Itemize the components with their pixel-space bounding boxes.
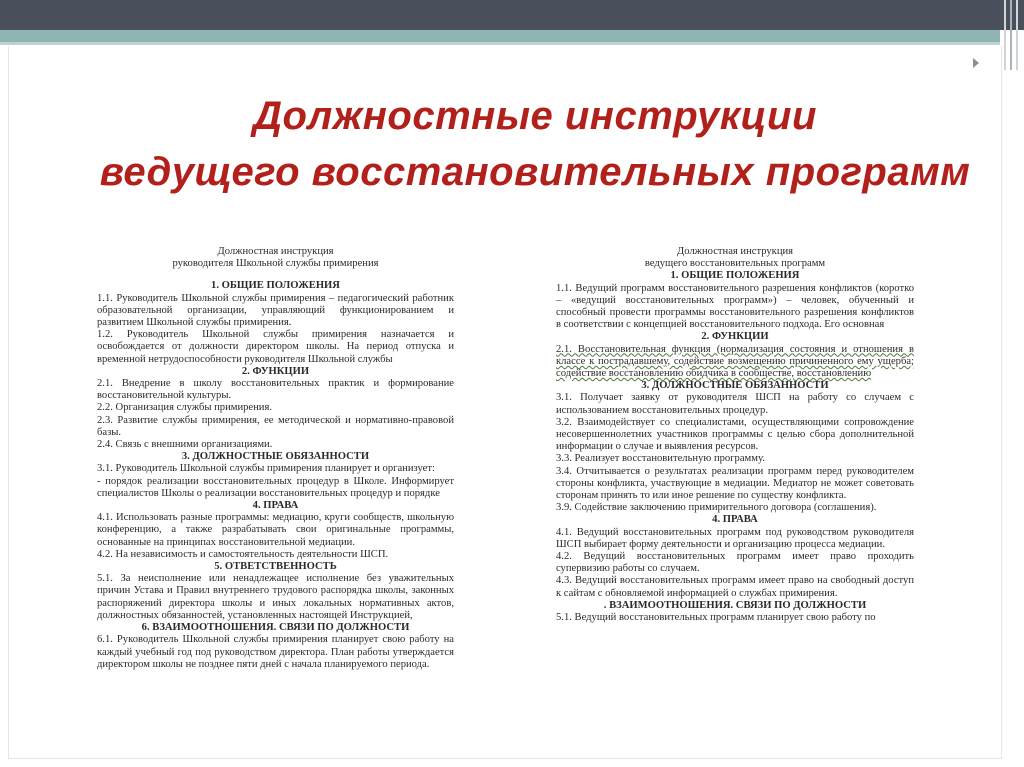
paragraph: 1.2. Руководитель Школьной службы примирения назначается и освобождается от должности директором школы. На период отпуска и временной нетрудоспособности руководителя Школьной службы (97, 329, 454, 365)
triangle-icon (973, 58, 979, 68)
paragraph: 4.1. Использовать разные программы: медиацию, круги сообществ, школьную конференцию, а также разрабатывать свои оригинальные программы, основанные на принципах восстановительной медиации. (97, 512, 454, 548)
paragraph: 6.1. Руководитель Школьной службы примирения планирует свою работу на каждый учебный год под руководством директора. План работы утверждается директором школы не позднее пяти дней с начала планируемого периода. (97, 634, 454, 670)
slide-title (40, 88, 1024, 200)
doc-subtitle: ведущего восстановительных программ (644, 258, 826, 270)
section-heading: 1. ОБЩИЕ ПОЛОЖЕНИЯ (670, 270, 800, 282)
accent-stripe (0, 30, 1000, 42)
paragraph: 5.1. За неисполнение или ненадлежащее исполнение без уважительных причин Устава и Правил внутреннего трудового распорядка школы, законных распоряжений директора школы и иных локальных нормативных актов, должностных обязанностей, установленных настоящей Инструкцией, (97, 573, 454, 621)
document-right (556, 246, 914, 624)
doc-title: Должностная инструкция (676, 246, 794, 257)
paragraph: 3.4. Отчитывается о результатах реализации программ перед руководителем стороны конфликта, участвующие в медиации. Медиатор не может советовать сторонам принять то или иное решение по существу конфликта. (556, 465, 914, 502)
paragraph: 4.2. Ведущий восстановительных программ имеет право проходить супервизию работы со случаем. (556, 551, 914, 575)
section-heading: 2. ФУНКЦИИ (241, 365, 310, 377)
paragraph: 2.2. Организация службы примирения. (97, 402, 272, 414)
section-heading: 4. ПРАВА (712, 514, 758, 526)
paragraph: 4.1. Ведущий восстановительных программ под руководством руководителя ШСП выбирает форму деятельности и организацию процесса медиации. (556, 526, 914, 550)
doc-subtitle: руководителя Школьной службы примирения (172, 258, 379, 270)
section-heading: 6. ВЗАИМООТНОШЕНИЯ. СВЯЗИ ПО ДОЛЖНОСТИ (141, 622, 410, 634)
paragraph: 3.1. Руководитель Школьной службы примирения планирует и организует: (97, 463, 435, 475)
paragraph: 3.3. Реализует восстановительную программу. (556, 453, 765, 465)
paragraph: 4.2. На независимость и самостоятельность деятельности ШСП. (97, 548, 389, 560)
paragraph: 5.1. Ведущий восстановительных программ планирует свою работу по (556, 612, 876, 624)
doc-title: Должностная инструкция (217, 246, 334, 257)
top-bar (0, 0, 1024, 30)
section-heading: 5. ОТВЕТСТВЕННОСТЬ (214, 561, 337, 573)
paragraph: 4.3. Ведущий восстановительных программ имеет право на свободный доступ к сайтам с обновляемой информацией о службах примирения. (556, 575, 914, 599)
paragraph: 3.1. Получает заявку от руководителя ШСП на работу со случаем с использованием восстановительных процедур. (556, 392, 914, 416)
paragraph: 2.3. Развитие службы примирения, ее методической и нормативно-правовой базы. (97, 414, 454, 438)
section-heading: 1. ОБЩИЕ ПОЛОЖЕНИЯ (211, 280, 340, 292)
section-heading: . ВЗАИМООТНОШЕНИЯ. СВЯЗИ ПО ДОЛЖНОСТИ (603, 599, 867, 611)
paragraph: 1.1. Ведущий программ восстановительного разрешения конфликтов (коротко – «ведущий восстановительных программ») – человек, обученный и способный провести программы восстановительного разрешения конфликтов в соответствии с концепцией восстановительного подхода. Его основная (556, 282, 914, 331)
paragraph: 3.9. Содействие заключению примирительного договора (соглашения). (556, 502, 877, 514)
paragraph: 2.4. Связь с внешними организациями. (97, 439, 273, 451)
section-heading: 3. ДОЛЖНОСТНЫЕ ОБЯЗАННОСТИ (641, 380, 829, 392)
paragraph: 1.1. Руководитель Школьной службы примирения – педагогический работник образовательной организации, управляющий функционированием и развитием Школьной службы примирения. (97, 292, 454, 329)
paragraph: 2.1. Восстановительная функция (нормализация состояния и отношения в классе к пострадавшему, содействие возмещению причиненного ему ущерба; содействие восстановлению обидчика в сообществе, восстановлению (556, 343, 914, 380)
document-left (97, 246, 454, 671)
paragraph: 3.2. Взаимодействует со специалистами, осуществляющими сопровождение несовершеннолетних участников программы с целью сбора дополнительной информации о случае и выявления ресурсов. (556, 416, 914, 453)
section-heading: 2. ФУНКЦИИ (701, 331, 769, 343)
slide-title-line2: ведущего восстановительных программ (99, 150, 971, 194)
section-heading: 3. ДОЛЖНОСТНЫЕ ОБЯЗАННОСТИ (181, 451, 370, 463)
paragraph: 2.1. Внедрение в школу восстановительных практик и формирование восстановительной культуры. (97, 378, 454, 402)
section-heading: 4. ПРАВА (252, 500, 299, 512)
paragraph: - порядок реализации восстановительных процедур в Школе. Информирует специалистов Школы о реализации восстановительных процедур и порядке (97, 475, 454, 499)
slide-title-line1: Должностные инструкции (253, 94, 817, 138)
accent-stripe-thin (0, 42, 1000, 45)
